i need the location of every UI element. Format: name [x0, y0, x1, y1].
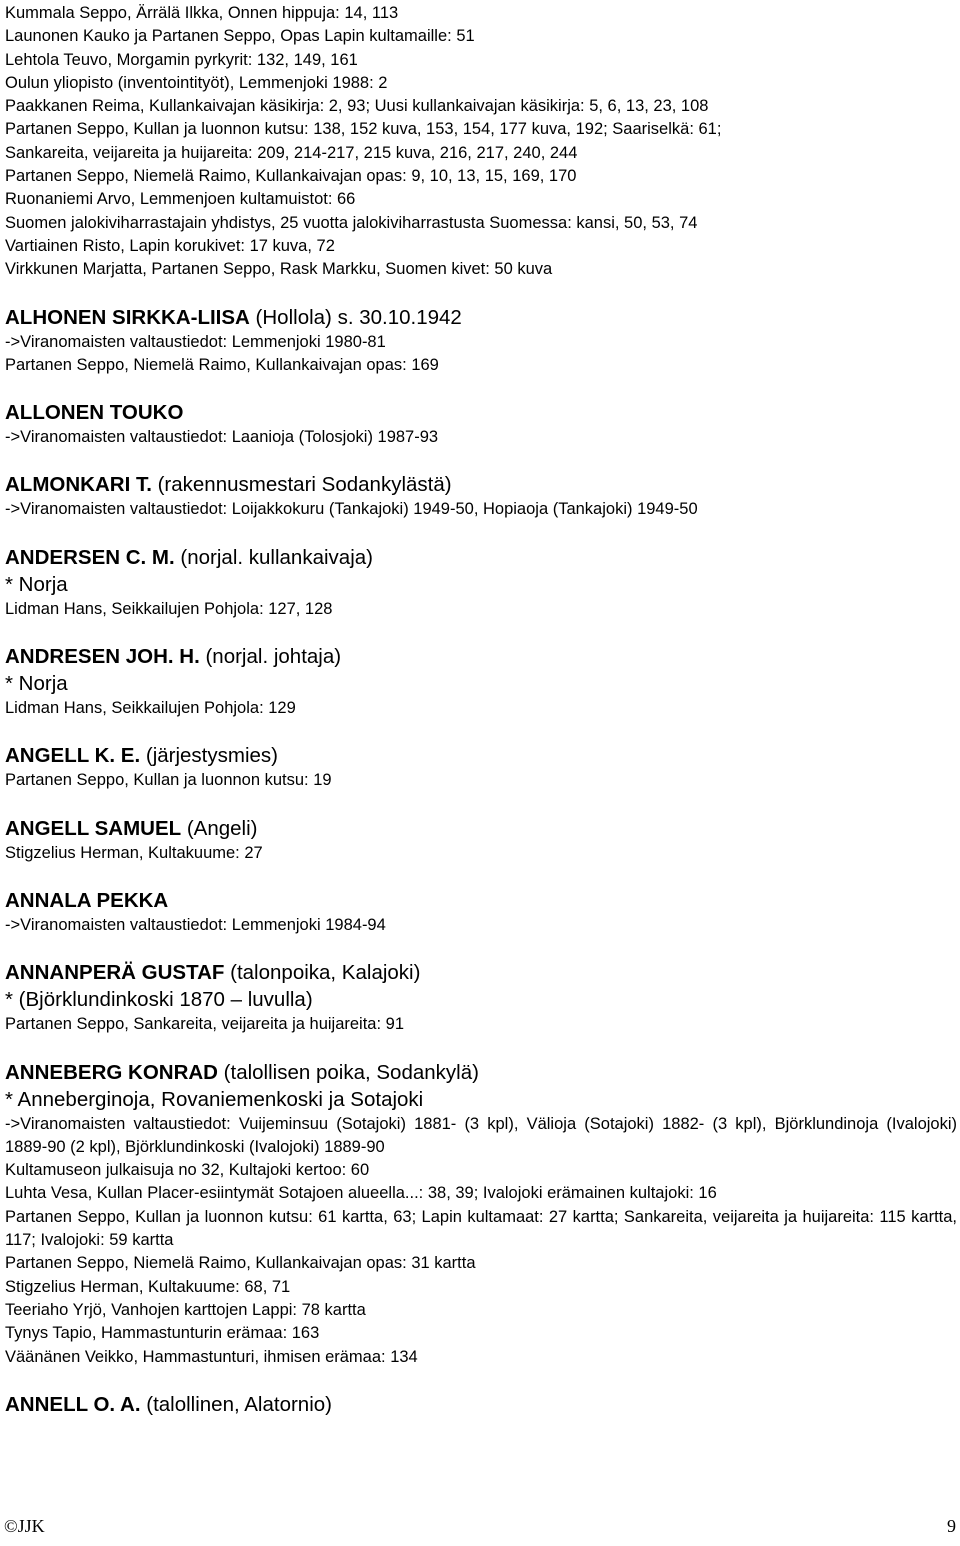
person-entry: [5, 959, 957, 1036]
reference-line: ->Viranomaisten valtaustiedot: Vuijeminsuu (Sotajoki) 1881- (3 kpl), Välioja (Sotajoki) 1882- (3 kpl), Björklundinoja (Ivalojoki) 1889-90 (2 kpl), Björklundinkoski (Ivalojoki) 1889-90: [5, 1114, 957, 1156]
person-description: (talollisen poika, Sodankylä): [217, 1060, 479, 1084]
page-footer: [4, 1515, 956, 1537]
reference-line: Lehtola Teuvo, Morgamin pyrkyrit: 132, 149, 161: [5, 50, 358, 69]
reference-line: Launonen Kauko ja Partanen Seppo, Opas Lapin kultamaille: 51: [5, 27, 475, 46]
entry-heading: [5, 544, 957, 571]
person-name: ANDERSEN C. M.: [5, 545, 175, 569]
reference-line: Lidman Hans, Seikkailujen Pohjola: 127, 128: [5, 599, 333, 618]
entry-heading: [5, 959, 957, 986]
person-name: ANNELL O. A.: [5, 1392, 141, 1416]
reference-line: Partanen Seppo, Sankareita, veijareita ja huijareita: 91: [5, 1015, 405, 1034]
person-entry: [5, 887, 957, 937]
entry-heading: [5, 643, 957, 670]
reference-line: Ruonaniemi Arvo, Lemmenjoen kultamuistot: 66: [5, 190, 356, 209]
entry-heading: [5, 887, 957, 914]
location-note: * Norja: [5, 572, 68, 596]
entry-heading: [5, 471, 957, 498]
reference-line: Tynys Tapio, Hammastunturin erämaa: 163: [5, 1324, 320, 1343]
reference-line: Paakkanen Reima, Kullankaivajan käsikirja: 2, 93; Uusi kullankaivajan käsikirja: 5, 6, 13, 23, 108: [5, 97, 709, 116]
person-description: (talollinen, Alatornio): [140, 1392, 332, 1416]
reference-line: ->Viranomaisten valtaustiedot: Lemmenjoki 1984-94: [5, 915, 386, 934]
location-note: * (Björklundinkoski 1870 – luvulla): [5, 988, 313, 1012]
reference-line: Partanen Seppo, Niemelä Raimo, Kullankaivajan opas: 169: [5, 355, 439, 374]
person-name: ANDRESEN JOH. H.: [5, 645, 200, 669]
intro-reference-list: [5, 2, 957, 282]
reference-line: ->Viranomaisten valtaustiedot: Loijakkokuru (Tankajoki) 1949-50, Hopiaoja (Tankajoki) 1949-50: [5, 500, 698, 519]
person-name: ALHONEN SIRKKA-LIISA: [5, 305, 250, 329]
reference-line: Väänänen Veikko, Hammastunturi, ihmisen erämaa: 134: [5, 1347, 418, 1366]
reference-line: Partanen Seppo, Kullan ja luonnon kutsu: 138, 152 kuva, 153, 154, 177 kuva, 192; Saariselkä: 61;: [5, 120, 722, 139]
person-entry: [5, 304, 957, 378]
person-entry: [5, 544, 957, 621]
reference-line: ->Viranomaisten valtaustiedot: Lemmenjoki 1980-81: [5, 332, 386, 351]
reference-line: Partanen Seppo, Kullan ja luonnon kutsu: 61 kartta, 63; Lapin kultamaat: 27 kartta; Sankareita, veijareita ja huijareita: 115 kartta, 117; Ivalojoki: 59 kartta: [5, 1207, 957, 1250]
person-description: (järjestysmies): [140, 744, 278, 768]
location-note: * Anneberginoja, Rovaniemenkoski ja Sotajoki: [5, 1087, 424, 1111]
person-name: ANNALA PEKKA: [5, 888, 169, 912]
reference-line: Suomen jalokiviharrastajain yhdistys, 25 vuotta jalokiviharrastusta Suomessa: kansi, 50, 53, 74: [5, 213, 698, 232]
reference-line: Vartiainen Risto, Lapin korukivet: 17 kuva, 72: [5, 236, 335, 255]
footer-copyright: ©JJK: [4, 1516, 45, 1536]
entry-heading: [5, 1391, 957, 1418]
person-description: (Hollola) s. 30.10.1942: [249, 305, 462, 329]
entry-list: [5, 304, 957, 1418]
reference-line: Luhta Vesa, Kullan Placer-esiintymät Sotajoen alueella...: 38, 39; Ivalojoki erämainen kultajoki: 16: [5, 1184, 717, 1203]
entry-heading: [5, 304, 957, 331]
reference-line: Stigzelius Herman, Kultakuume: 68, 71: [5, 1277, 291, 1296]
person-name: ANGELL SAMUEL: [5, 816, 182, 840]
reference-line: Virkkunen Marjatta, Partanen Seppo, Rask Markku, Suomen kivet: 50 kuva: [5, 260, 553, 279]
reference-line: Partanen Seppo, Niemelä Raimo, Kullankaivajan opas: 31 kartta: [5, 1254, 476, 1273]
person-entry: [5, 399, 957, 449]
person-entry: [5, 742, 957, 792]
reference-line: Oulun yliopisto (inventointityöt), Lemmenjoki 1988: 2: [5, 73, 388, 92]
entry-heading: [5, 399, 957, 426]
reference-line: Partanen Seppo, Niemelä Raimo, Kullankaivajan opas: 9, 10, 13, 15, 169, 170: [5, 167, 577, 186]
entry-heading: [5, 1059, 957, 1086]
reference-line: Partanen Seppo, Kullan ja luonnon kutsu: 19: [5, 771, 332, 790]
person-entry: [5, 1059, 957, 1369]
location-note: * Norja: [5, 672, 68, 696]
reference-line: Teeriaho Yrjö, Vanhojen karttojen Lappi: 78 kartta: [5, 1300, 366, 1319]
document-page: [5, 2, 957, 1418]
person-name: ALLONEN TOUKO: [5, 401, 184, 425]
entry-heading: [5, 815, 957, 842]
reference-line: ->Viranomaisten valtaustiedot: Laanioja (Tolosjoki) 1987-93: [5, 428, 439, 447]
person-entry: [5, 643, 957, 720]
person-entry: [5, 471, 957, 521]
person-description: (talonpoika, Kalajoki): [224, 961, 421, 985]
person-entry: [5, 815, 957, 865]
person-description: (rakennusmestari Sodankylästä): [151, 473, 452, 497]
reference-line: Kultamuseon julkaisuja no 32, Kultajoki kertoo: 60: [5, 1161, 370, 1180]
person-name: ANNANPERÄ GUSTAF: [5, 961, 225, 985]
reference-line: Kummala Seppo, Ärrälä Ilkka, Onnen hippuja: 14, 113: [5, 4, 399, 22]
reference-line: Lidman Hans, Seikkailujen Pohjola: 129: [5, 699, 296, 718]
person-entry: [5, 1391, 957, 1418]
reference-line: Sankareita, veijareita ja huijareita: 209, 214-217, 215 kuva, 216, 217, 240, 244: [5, 143, 578, 162]
person-name: ANGELL K. E.: [5, 744, 141, 768]
entry-heading: [5, 742, 957, 769]
page-number: 9: [947, 1516, 956, 1536]
person-description: (norjal. johtaja): [199, 645, 342, 669]
person-name: ANNEBERG KONRAD: [5, 1060, 218, 1084]
reference-line: Stigzelius Herman, Kultakuume: 27: [5, 843, 263, 862]
person-description: (norjal. kullankaivaja): [174, 545, 373, 569]
person-name: ALMONKARI T.: [5, 473, 152, 497]
person-description: (Angeli): [181, 816, 258, 840]
